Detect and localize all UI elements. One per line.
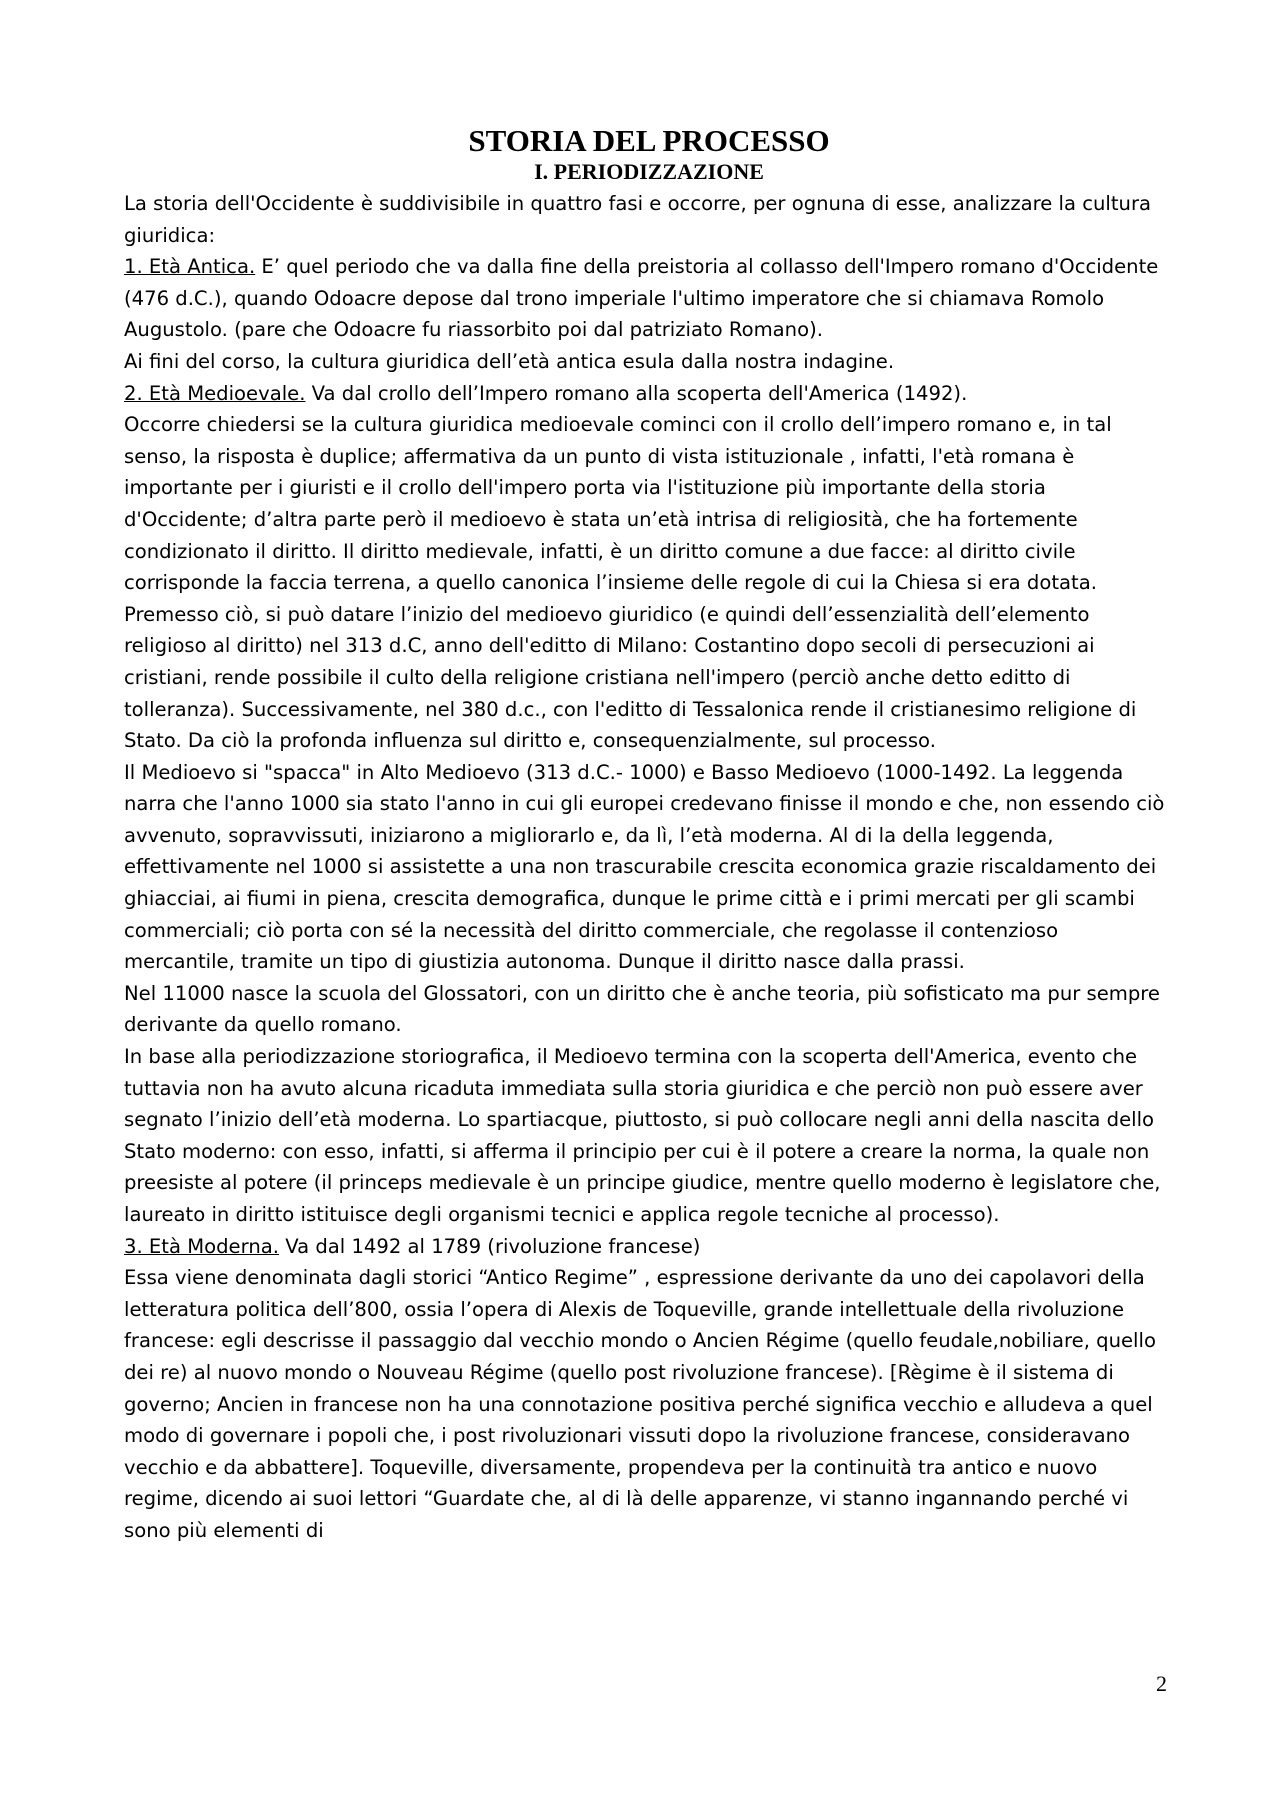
intro-paragraph: La storia dell'Occidente è suddivisibile in quattro fasi e occorre, per ognuna di esse, analizzare la cultura giuridica: bbox=[124, 192, 1152, 247]
era2-paragraph-1: Occorre chiedersi se la cultura giuridica medioevale cominci con il crollo dell’impero romano e, in tal senso, la risposta è duplice; affermativa da un punto di vista istituzionale , infatti, l'età romana è importante per i giuristi e il crollo dell'impero porta via l'istituzione più importante della storia d'Occidente; d’altra parte però il medioevo è stata un’età intrisa di religiosità, che ha fortemente condizionato il diritto. Il diritto medievale, infatti, è un diritto comune a due facce: al diritto civile corrisponde la faccia terrena, a quello canonica l’insieme delle regole di cui la Chiesa si era dotata. Premesso ciò, si può datare l’inizio del medioevo giuridico (e quindi dell’essenzialità dell’elemento religioso al diritto) nel 313 d.C, anno dell'editto di Milano: Costantino dopo secoli di persecuzioni ai cristiani, rende possibile il culto della religione cristiana nell'impero (perciò anche detto editto di tolleranza). Successivamente, nel 380 d.c., con l'editto di Tessalonica rende il cristianesimo religione di Stato. Da ciò la profonda influenza sul diritto e, consequenzialmente, sul processo. bbox=[124, 413, 1137, 753]
era1-paragraph bbox=[124, 251, 1174, 346]
era3-heading: 3. Età Moderna. bbox=[124, 1234, 279, 1258]
page-title: STORIA DEL PROCESSO bbox=[468, 123, 830, 158]
era1-text: E’ quel periodo che va dalla fine della preistoria al collasso dell'Impero romano d'Occidente (476 d.C.), quando Odoacre depose dal trono imperiale l'ultimo imperatore che si chiamava Romolo Augustolo. (pare che Odoacre fu riassorbito poi dal patriziato Romano). bbox=[124, 255, 1159, 342]
era2-paragraph-2: Il Medioevo si "spacca" in Alto Medioevo (313 d.C.- 1000) e Basso Medioevo (1000-1492. La leggenda narra che l'anno 1000 sia stato l'anno in cui gli europei credevano finisse il mondo e che, non essendo ciò avvenuto, sopravvissuti, iniziarono a migliorarlo e, da lì, l’età moderna. Al di la della leggenda, effettivamente nel 1000 si assistette a una non trascurabile crescita economica grazie riscaldamento dei ghiacciai, ai fiumi in piena, crescita demografica, dunque le prime città e i primi mercati per gli scambi commerciali; ciò porta con sé la necessità del diritto commerciale, che regolasse il contenzioso mercantile, tramite un tipo di giustizia autonoma. Dunque il diritto nasce dalla prassi. bbox=[124, 760, 1165, 974]
era3-paragraph-1: Essa viene denominata dagli storici “Antico Regime” , espressione derivante da uno dei capolavori della letteratura politica dell’800, ossia l’opera di Alexis de Toqueville, grande intellettuale della rivoluzione francese: egli descrisse il passaggio dal vecchio mondo o Ancien Régime (quello feudale,nobiliare, quello dei re) al nuovo mondo o Nouveau Régime (quello post rivoluzione francese). [Règime è il sistema di governo; Ancien in francese non ha una connotazione positiva perché significa vecchio e alludeva a quel modo di governare i popoli che, i post rivoluzionari vissuti dopo la rivoluzione francese, consideravano vecchio e da abbattere]. Toqueville, diversamente, propendeva per la continuità tra antico e nuovo regime, dicendo ai suoi lettori “Guardate che, al di là delle apparenze, vi stanno ingannando perché vi sono più elementi di bbox=[124, 1266, 1156, 1542]
page-content bbox=[124, 124, 1174, 1547]
era2-heading: 2. Età Medioevale. bbox=[124, 381, 306, 405]
era1-heading: 1. Età Antica. bbox=[124, 255, 256, 279]
document-body bbox=[124, 188, 1174, 1547]
era2-paragraph-4: In base alla periodizzazione storiografica, il Medioevo termina con la scoperta dell'America, evento che tuttavia non ha avuto alcuna ricaduta immediata sulla storia giuridica e che perciò non può essere aver segnato l’inizio dell’età moderna. Lo spartiacque, piuttosto, si può collocare negli anni della nascita dello Stato moderno: con esso, infatti, si afferma il principio per cui è il potere a creare la norma, la quale non preesiste al potere (il princeps medievale è un principe giudice, mentre quello moderno è legislatore che, laureato in diritto istituisce degli organismi tecnici e applica regole tecniche al processo). bbox=[124, 1045, 1161, 1226]
era2-paragraph bbox=[124, 378, 1174, 410]
era3-text: Va dal 1492 al 1789 (rivoluzione francese) bbox=[278, 1234, 701, 1258]
era1-note: Ai fini del corso, la cultura giuridica dell’età antica esula dalla nostra indagine. bbox=[124, 349, 895, 373]
section-title: I. PERIODIZZAZIONE bbox=[534, 159, 764, 184]
era2-text: Va dal crollo dell’Impero romano alla scoperta dell'America (1492). bbox=[305, 381, 968, 405]
era3-paragraph bbox=[124, 1231, 1174, 1263]
page-number: 2 bbox=[1156, 1671, 1167, 1696]
era2-paragraph-3: Nel 11000 nasce la scuola del Glossatori, con un diritto che è anche teoria, più sofisticato ma pur sempre derivante da quello romano. bbox=[124, 981, 1160, 1037]
